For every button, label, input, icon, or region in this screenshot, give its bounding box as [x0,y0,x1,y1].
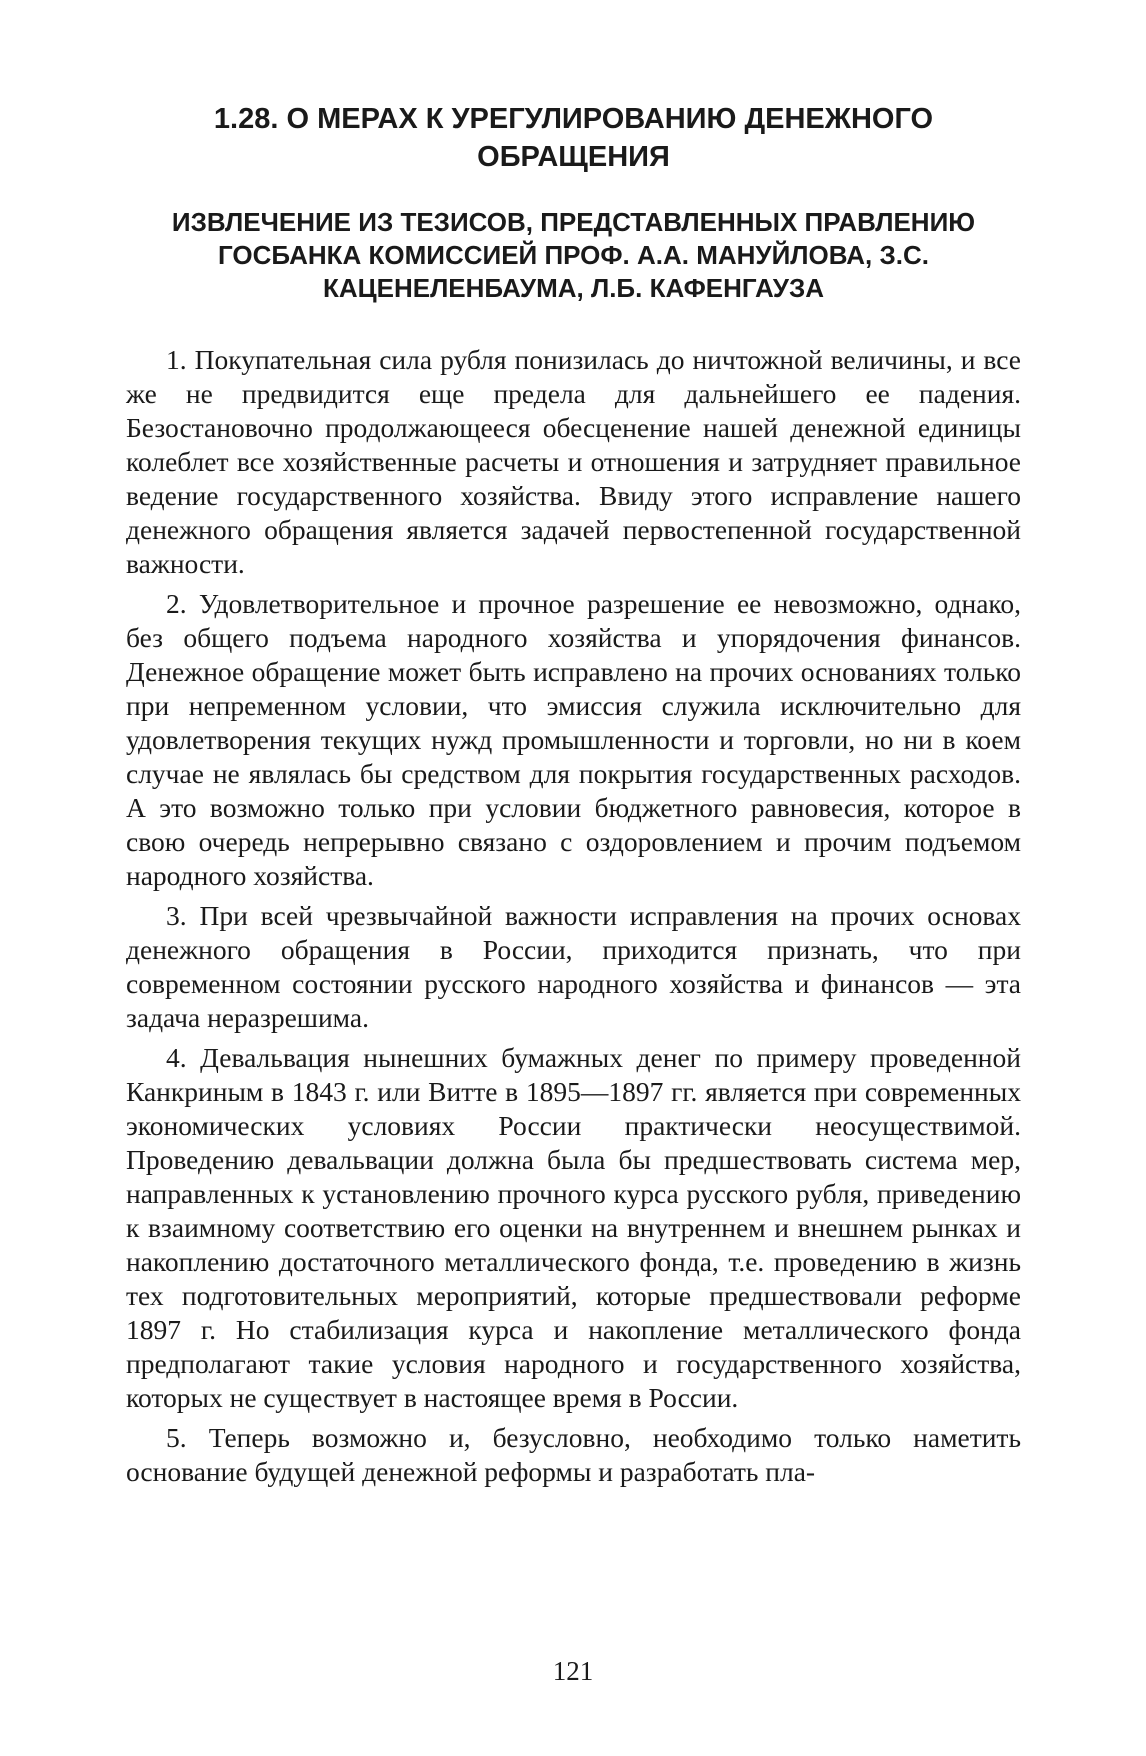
paragraph-1: 1. Покупательная сила рубля понизилась до ничтожной величины, и все же не предвидится еще предела для дальнейшего ее падения. Безостановочно продолжающееся обесценение нашей денежной единицы колеблет все хозяйственные расчеты и отношения и затрудняет правильное ведение государственного хозяйства. Ввиду этого исправление нашего денежного обращения является задачей первостепенной государственной важности. [126,344,1021,579]
body-text [126,343,1021,1489]
section-title: 1.28. О МЕРАХ К УРЕГУЛИРОВАНИЮ ДЕНЕЖНОГО ОБРАЩЕНИЯ [213,103,934,173]
document-page [126,100,1021,1495]
paragraph-3: 3. При всей чрезвычайной важности исправления на прочих основах денежного обращения в России, приходится признать, что при современном состоянии русского народного хозяйства и финансов — эта задача неразрешима. [126,900,1021,1033]
section-subtitle: ИЗВЛЕЧЕНИЕ ИЗ ТЕЗИСОВ, ПРЕДСТАВЛЕННЫХ ПРАВЛЕНИЮ ГОСБАНКА КОМИССИЕЙ ПРОФ. А.А. МАНУЙЛОВА, З.С. КАЦЕНЕЛЕНБАУМА, Л.Б. КАФЕНГАУЗА [171,207,976,303]
page-number: 121 [552,1656,594,1686]
paragraph-4: 4. Девальвация нынешних бумажных денег по примеру проведенной Канкриным в 1843 г. или Витте в 1895—1897 гг. является при современных экономических условиях России практически неосуществимой. Проведению девальвации должна была бы предшествовать система мер, направленных к установлению прочного курса русского рубля, приведению к взаимному соответствию его оценки на внутреннем и внешнем рынках и накоплению достаточного металлического фонда, т.е. проведению в жизнь тех подготовительных мероприятий, которые предшествовали реформе 1897 г. Но стабилизация курса и накопление металлического фонда предполагают такие условия народного и государственного хозяйства, которых не существует в настоящее время в России. [126,1042,1021,1413]
paragraph-5: 5. Теперь возможно и, безусловно, необходимо только наметить основание будущей денежной реформы и разработать пла- [126,1422,1021,1487]
paragraph-2: 2. Удовлетворительное и прочное разрешение ее невозможно, однако, без общего подъема народного хозяйства и упорядочения финансов. Денежное обращение может быть исправлено на прочих основаниях только при непременном условии, что эмиссия служила исключительно для удовлетворения текущих нужд промышленности и торговли, но ни в коем случае не являлась бы средством для покрытия государственных расходов. А это возможно только при условии бюджетного равновесия, которое в свою очередь непрерывно связано с оздоровлением и прочим подъемом народного хозяйства. [126,588,1021,891]
